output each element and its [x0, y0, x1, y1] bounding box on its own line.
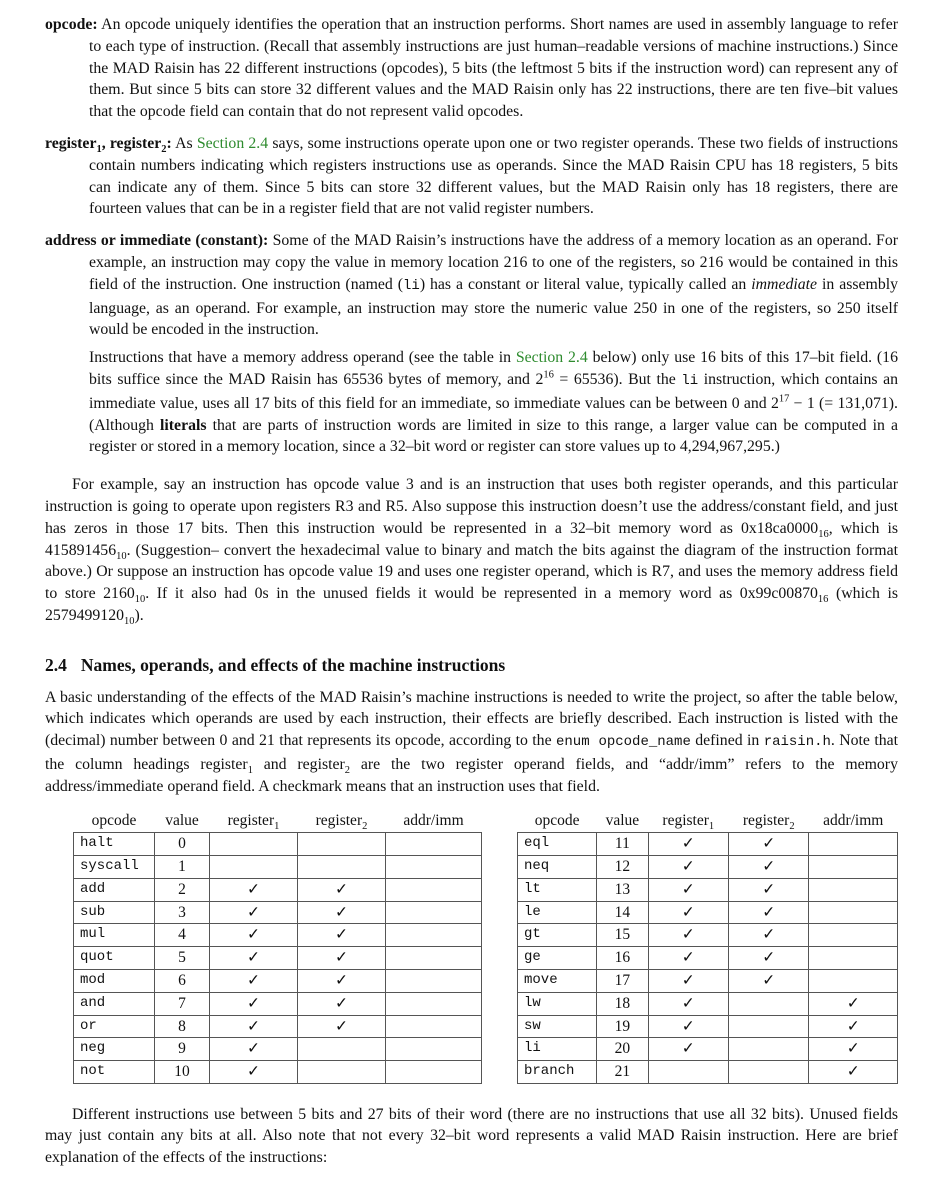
table-cell-a: ✓: [809, 1038, 898, 1061]
table-cell-op: li: [518, 1038, 597, 1061]
table-row: [74, 833, 482, 856]
definition-opcode: [45, 14, 898, 123]
code-li: li: [403, 277, 420, 294]
table-cell-val: 1: [155, 856, 210, 879]
table-cell-r2: ✓: [729, 878, 809, 901]
table-cell-r1: ✓: [210, 1015, 298, 1038]
table-cell-val: 9: [155, 1038, 210, 1061]
definition-text: An opcode uniquely identifies the operation that an instruction performs. Short names are used in assembly language to refer to each type of instruction. (Recall that assembly instructions are just human–readable versions of machine instructions.) Since the MAD Raisin has 22 different instructions (opcodes), 5 bits (the leftmost 5 bits if the instruction word) can represent any of them. But since 5 bits can store 32 different values and the MAD Raisin only has 22 instructions, there are ten five–bit values that the opcode field can contain that do not represent valid opcodes.: [89, 16, 899, 121]
table-cell-r2: ✓: [729, 924, 809, 947]
table-cell-op: sub: [74, 901, 155, 924]
table-row: [74, 992, 482, 1015]
table-cell-val: 21: [597, 1061, 648, 1084]
table-cell-val: 14: [597, 901, 648, 924]
table-cell-op: le: [518, 901, 597, 924]
table-cell-a: [386, 901, 482, 924]
table-cell-val: 4: [155, 924, 210, 947]
table-cell-op: syscall: [74, 856, 155, 879]
closing-paragraph: Different instructions use between 5 bits and 27 bits of their word (there are no instructions that use all 32 bits). Unused fields may just contain any bits at all. Also note that not every 32–bit word represents a valid MAD Raisin instruction. Here are brief explanation of the effects of the instructions:: [45, 1105, 898, 1167]
table-cell-r2: [298, 1061, 386, 1084]
table-row: [74, 856, 482, 879]
table-cell-a: [809, 901, 898, 924]
table-cell-r2: ✓: [298, 924, 386, 947]
table-cell-r1: [648, 1061, 728, 1084]
table-cell-r2: ✓: [729, 947, 809, 970]
table-cell-a: [386, 1061, 482, 1084]
table-cell-r1: ✓: [648, 878, 728, 901]
table-row: [518, 1015, 898, 1038]
table-cell-op: quot: [74, 947, 155, 970]
table-cell-r2: ✓: [729, 856, 809, 879]
table-cell-r2: ✓: [729, 901, 809, 924]
table-cell-r1: ✓: [210, 970, 298, 993]
table-cell-r2: [729, 992, 809, 1015]
table-cell-op: and: [74, 992, 155, 1015]
table-cell-r1: ✓: [210, 1038, 298, 1061]
table-cell-r1: [210, 856, 298, 879]
table-cell-r2: ✓: [729, 833, 809, 856]
table-cell-a: [809, 833, 898, 856]
table-row: [74, 1015, 482, 1038]
table-cell-r1: ✓: [648, 1015, 728, 1038]
table-cell-r2: [729, 1061, 809, 1084]
table-cell-r2: [729, 1015, 809, 1038]
table-cell-op: sw: [518, 1015, 597, 1038]
section-link[interactable]: Section 2.4: [196, 134, 269, 152]
table-cell-r1: ✓: [210, 1061, 298, 1084]
table-cell-r1: ✓: [648, 992, 728, 1015]
table-cell-r2: ✓: [298, 878, 386, 901]
section-intro: A basic understanding of the effects of the MAD Raisin’s machine instructions is needed to write the project, so after the table below, which indicates which operands are used by each instruction, their effects are briefly described. Each instruction is listed with the (decimal) number between 0 and 21 that represents its opcode, according to the enum opcode_name defined in raisin.h. Note that the column headings register$_1$ and register$_2$ are the two register operand fields, and “addr/imm” refers to the memory address/immediate operand field. A checkmark means that an instruction uses that field.: [45, 688, 899, 795]
table-row: [518, 833, 898, 856]
table-cell-val: 12: [597, 856, 648, 879]
table-cell-r2: ✓: [298, 992, 386, 1015]
table-cell-r2: [729, 1038, 809, 1061]
table-cell-op: lw: [518, 992, 597, 1015]
table-cell-val: 6: [155, 970, 210, 993]
table-cell-r1: ✓: [648, 970, 728, 993]
table-cell-a: [386, 992, 482, 1015]
definition-term: opcode:: [45, 16, 98, 33]
table-cell-val: 0: [155, 833, 210, 856]
table-cell-op: lt: [518, 878, 597, 901]
table-cell-a: [386, 924, 482, 947]
table-cell-a: [809, 878, 898, 901]
table-row: [74, 947, 482, 970]
table-cell-a: [386, 970, 482, 993]
table-cell-r1: ✓: [210, 924, 298, 947]
table-cell-val: 2: [155, 878, 210, 901]
table-row: [518, 856, 898, 879]
section-heading: 2.4 Names, operands, and effects of the machine instructions: [45, 654, 506, 675]
table-row: [74, 878, 482, 901]
table-cell-r2: [298, 833, 386, 856]
table-row: [74, 1061, 482, 1084]
definition-address-detail: Instructions that have a memory address operand (see the table in Section 2.4 below) only use 16 bits of this 17–bit field. (16 bits suffice since the MAD Raisin has 65536 bytes of memory, and $2^{16} = 65536$). But the li instruction, which contains an immediate value, uses all 17 bits of this field for an immediate, so immediate values can be between 0 and $2^{17} - 1$ (= 131,071). (Although literals that are parts of instruction words are limited in size to this range, a larger value can be computed in a register or stored in a memory location, since a 32–bit word or register can store values up to 4,294,967,295.): [89, 349, 898, 456]
opcode-tables: [45, 810, 898, 1081]
example-paragraph: For example, say an instruction has opcode value 3 and is an instruction that uses both register operands, and this particular instruction is going to operate upon registers R3 and R5. Also suppose this instruction doesn’t use the address/constant field, and just has zeros in those 17 bits. Then this instruction would be represented in a 32–bit memory word as $0x18ca0000_{16}$, which is $415891456_{10}$. (Suggestion– convert the hexadecimal value to binary and match the bits against the diagram of the instruction format above.) Or suppose an instruction has opcode value 19 and uses one register operand, which is R7, and uses the memory address field to store $2160_{10}$. If it also had 0s in the unused fields it would be represented in a memory word as $0x99c00870_{16}$ (which is $2579499120_{10}$).: [45, 476, 898, 628]
table-cell-op: mul: [74, 924, 155, 947]
table-cell-a: [809, 947, 898, 970]
table-cell-r1: ✓: [210, 878, 298, 901]
table-cell-r2: [298, 856, 386, 879]
table-cell-val: 11: [597, 833, 648, 856]
table-cell-op: not: [74, 1061, 155, 1084]
table-cell-r2: ✓: [298, 947, 386, 970]
table-cell-op: halt: [74, 833, 155, 856]
table-cell-a: [809, 856, 898, 879]
table-cell-val: 3: [155, 901, 210, 924]
table-cell-op: gt: [518, 924, 597, 947]
table-cell-r1: ✓: [210, 992, 298, 1015]
table-cell-a: [386, 1038, 482, 1061]
table-cell-a: [386, 1015, 482, 1038]
table-row: [518, 924, 898, 947]
table-cell-op: ge: [518, 947, 597, 970]
document-page: [45, 14, 898, 1169]
table-row: [74, 970, 482, 993]
definition-address: address or immediate (constant): Some of the MAD Raisin’s instructions have the address of a memory location as an operand. For example, an instruction may copy the value in memory location 216 to one of the registers, so 216 would be contained in this field of the instruction. One instruction (named (li) has a constant or literal value, typically called an immediate in assembly language, as an operand. For example, an instruction may store the numeric value 250 in one of the registers, so 250 itself would be encoded in the instruction.: [45, 232, 898, 339]
table-cell-val: 10: [155, 1061, 210, 1084]
table-cell-op: eql: [518, 833, 597, 856]
table-cell-a: [386, 878, 482, 901]
table-cell-r1: ✓: [648, 833, 728, 856]
opcode-table-left: opcode value register$_1$ register$_2$ addr/imm halt 0 syscall 1 add 2 ✓ ✓ sub 3 ✓ ✓ mul 4 ✓ ✓ quot 5 ✓ ✓ mod 6 ✓ ✓ and 7 ✓ ✓ or 8 ✓ ✓ neg 9 ✓ not 10 ✓: [73, 810, 482, 1085]
table-cell-r1: ✓: [210, 901, 298, 924]
table-cell-r1: ✓: [210, 947, 298, 970]
table-cell-a: [386, 833, 482, 856]
table-cell-val: 5: [155, 947, 210, 970]
table-cell-r1: ✓: [648, 901, 728, 924]
opcode-table-right: opcode value register$_1$ register$_2$ addr/imm eql 11 ✓ ✓ neq 12 ✓ ✓ lt 13 ✓ ✓ le 14 ✓ ✓ gt 15 ✓ ✓ ge 16 ✓ ✓ move 17 ✓ ✓ lw 18 ✓ ✓ sw 19 ✓ ✓ li 20 ✓ ✓ branch 21 ✓: [517, 810, 898, 1085]
table-cell-r2: ✓: [298, 901, 386, 924]
table-cell-r1: ✓: [648, 1038, 728, 1061]
table-row: [74, 901, 482, 924]
table-cell-r1: ✓: [648, 856, 728, 879]
table-row: [518, 970, 898, 993]
table-cell-op: mod: [74, 970, 155, 993]
table-cell-val: 15: [597, 924, 648, 947]
table-cell-a: [809, 970, 898, 993]
table-cell-val: 19: [597, 1015, 648, 1038]
table-cell-a: [386, 947, 482, 970]
table-cell-op: neg: [74, 1038, 155, 1061]
table-row: [518, 878, 898, 901]
definition-registers: register$_1$, register$_2$: As Section 2.4 says, some instructions operate upon one or two register operands. These two fields of instructions contain numbers indicating which registers instructions use as operands. Since the MAD Raisin CPU has 18 registers, 5 bits can indicate any of them. Since 5 bits can store 32 different values, but the MAD Raisin only has 18 registers, there are fourteen values that can be in a register field that are not valid register numbers.: [45, 134, 898, 218]
table-row: [518, 947, 898, 970]
table-cell-val: 17: [597, 970, 648, 993]
table-cell-r2: ✓: [298, 1015, 386, 1038]
table-cell-r1: ✓: [648, 924, 728, 947]
table-cell-op: branch: [518, 1061, 597, 1084]
definition-term: address or immediate (constant):: [45, 232, 269, 250]
table-cell-val: 20: [597, 1038, 648, 1061]
definition-text: says, some instructions operate upon one or two register operands. These two fields of instructions contain numbers indicating which registers instructions use as operands. Since the MAD Raisin CPU has 18 registers, 5 bits can indicate any of them. Since 5 bits can store 32 different values, but the MAD Raisin only has 18 registers, there are fourteen values that can be in a register field that are not valid register numbers.: [89, 134, 898, 218]
table-cell-a: [386, 856, 482, 879]
table-cell-r2: ✓: [729, 970, 809, 993]
table-cell-val: 16: [597, 947, 648, 970]
table-cell-op: or: [74, 1015, 155, 1038]
table-cell-val: 13: [597, 878, 648, 901]
table-row: [74, 924, 482, 947]
table-row: [74, 1038, 482, 1061]
table-row: [518, 1038, 898, 1061]
table-cell-r2: [298, 1038, 386, 1061]
table-cell-a: ✓: [809, 1015, 898, 1038]
table-cell-a: [809, 924, 898, 947]
table-cell-val: 18: [597, 992, 648, 1015]
table-cell-op: neq: [518, 856, 597, 879]
table-cell-val: 7: [155, 992, 210, 1015]
table-row: [518, 1061, 898, 1084]
table-cell-a: ✓: [809, 992, 898, 1015]
code-li: li: [681, 372, 699, 389]
table-cell-a: ✓: [809, 1061, 898, 1084]
table-row: [518, 992, 898, 1015]
table-cell-r1: [210, 833, 298, 856]
table-cell-r2: ✓: [298, 970, 386, 993]
table-cell-op: move: [518, 970, 597, 993]
definition-term: register$_1$, register$_2$:: [45, 134, 172, 156]
table-cell-op: add: [74, 878, 155, 901]
table-cell-val: 8: [155, 1015, 210, 1038]
section-link[interactable]: Section 2.4: [515, 349, 588, 367]
table-row: [518, 901, 898, 924]
table-cell-r1: ✓: [648, 947, 728, 970]
